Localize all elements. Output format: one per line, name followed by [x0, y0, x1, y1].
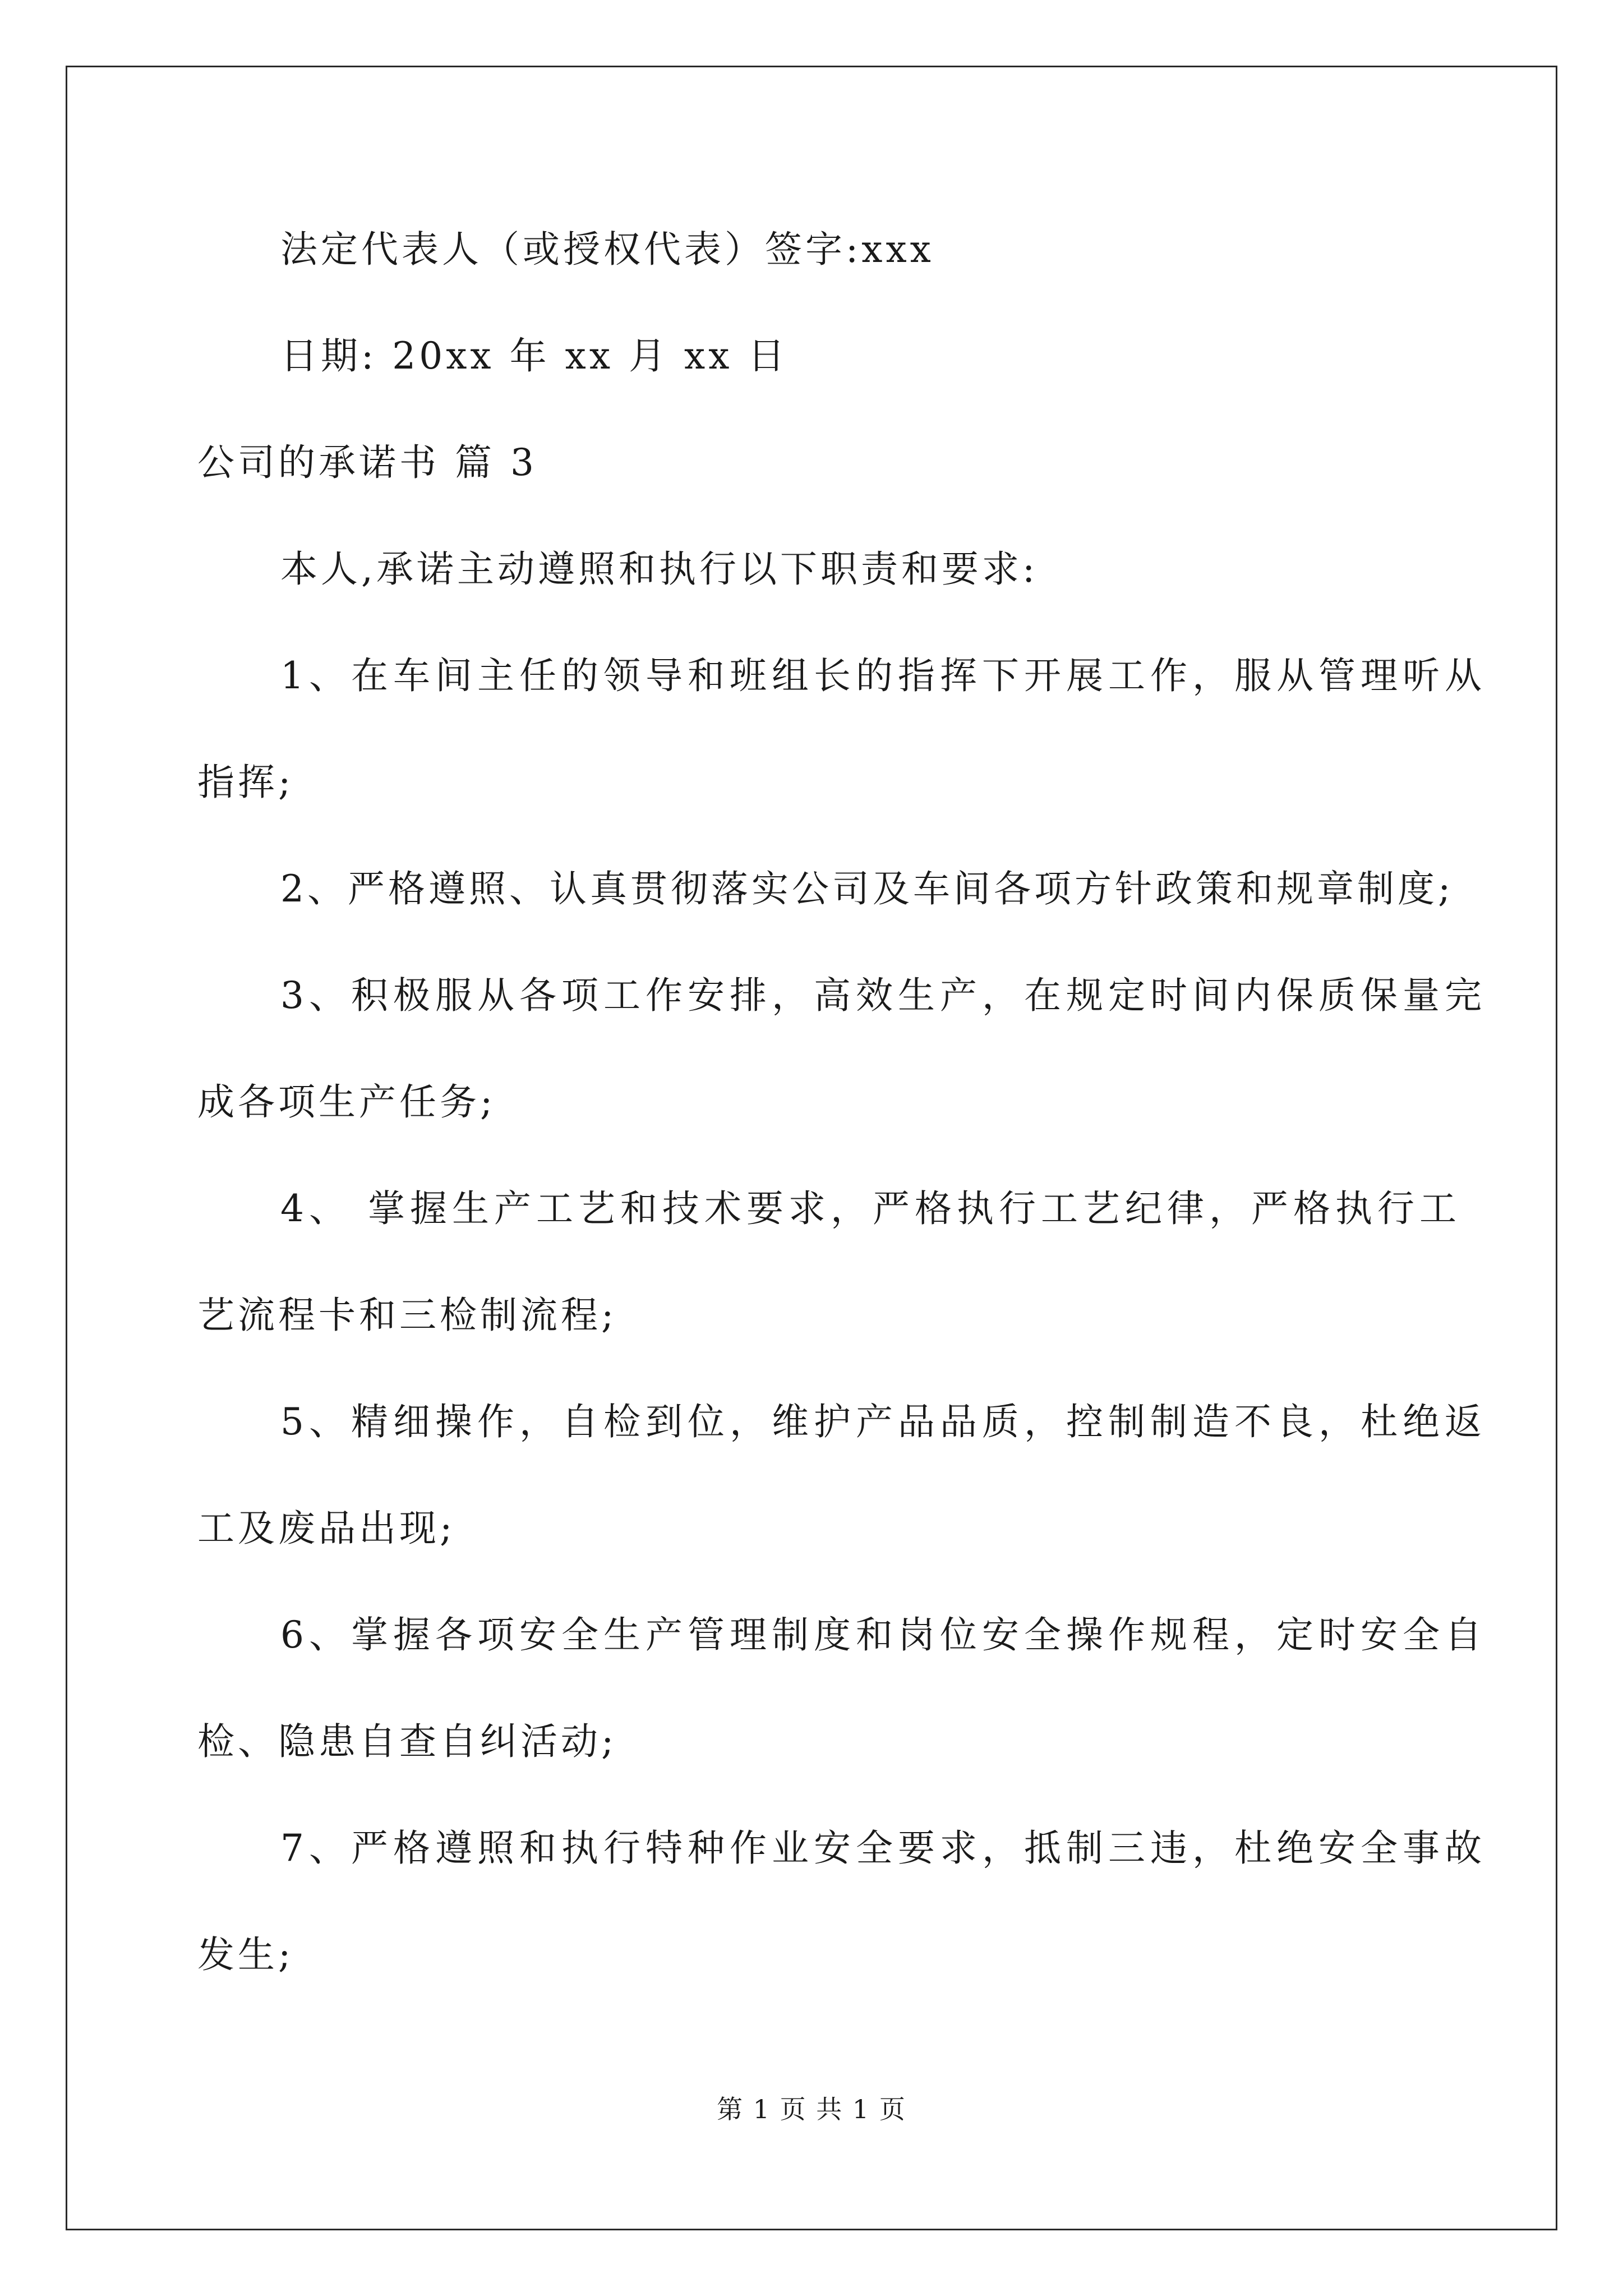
item-6-line-2: 检、隐患自查自纠活动; — [197, 1720, 617, 1763]
item-1-line-1: 1、在车间主任的领导和班组长的指挥下开展工作，服从管理听从 — [280, 654, 1487, 697]
item-7-line-2: 发生; — [197, 1933, 294, 1976]
item-3-line-1: 3、积极服从各项工作安排，高效生产，在规定时间内保质保量完 — [280, 974, 1487, 1017]
date-line: 日期: 20xx 年 xx 月 xx 日 — [280, 334, 789, 378]
item-3-line-2: 成各项生产任务; — [197, 1080, 496, 1124]
section-heading: 公司的承诺书 篇 3 — [197, 441, 537, 484]
item-5-line-2: 工及废品出现; — [197, 1507, 456, 1550]
item-4-line-1: 4、 掌握生产工艺和技术要求，严格执行工艺纪律，严格执行工 — [280, 1187, 1461, 1230]
page-border — [66, 66, 1557, 2230]
signature-line: 法定代表人（或授权代表）签字:xxx — [280, 228, 934, 271]
item-1-line-2: 指挥; — [197, 761, 294, 804]
item-2: 2、严格遵照、认真贯彻落实公司及车间各项方针政策和规章制度; — [280, 867, 1454, 910]
item-7-line-1: 7、严格遵照和执行特种作业安全要求，抵制三违，杜绝安全事故 — [280, 1826, 1487, 1870]
item-6-line-1: 6、掌握各项安全生产管理制度和岗位安全操作规程，定时安全自 — [280, 1613, 1487, 1657]
item-5-line-1: 5、精细操作，自检到位，维护产品品质，控制制造不良，杜绝返 — [280, 1400, 1487, 1443]
intro-paragraph: 本人,承诺主动遵照和执行以下职责和要求: — [280, 547, 1039, 591]
page-footer: 第 1 页 共 1 页 — [717, 2094, 906, 2124]
item-4-line-2: 艺流程卡和三检制流程; — [197, 1294, 617, 1337]
